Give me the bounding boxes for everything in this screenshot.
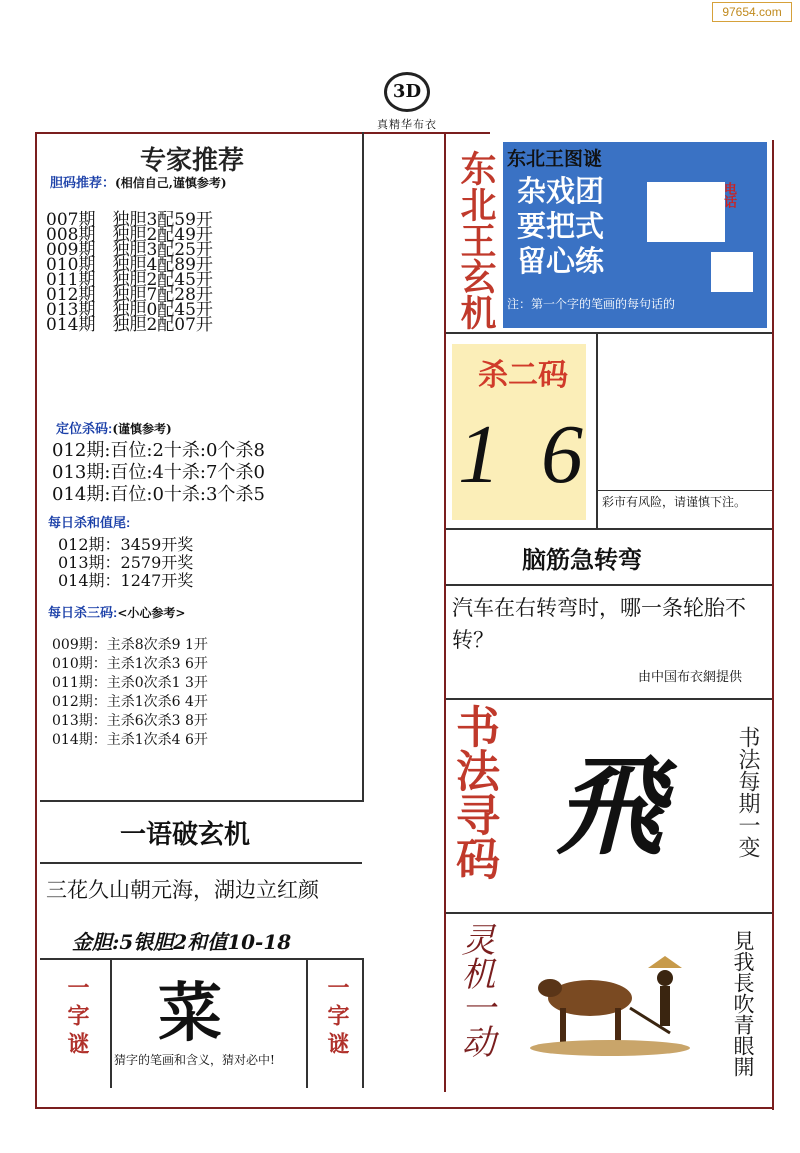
list-item: 007期 独胆3配59开 <box>46 210 213 230</box>
divider <box>40 862 362 864</box>
poem-line: 要把式 <box>517 209 605 243</box>
dan-list <box>46 210 356 335</box>
divider <box>446 332 772 334</box>
list-item: 012期:百位:2十杀:0个杀8 <box>52 440 265 461</box>
divider <box>40 958 362 960</box>
list-item: 013期：2579开奖 <box>58 553 194 572</box>
dbw-vertical: 东北王玄机 <box>455 150 497 330</box>
list-item: 012期：3459开奖 <box>58 535 194 554</box>
zimi-note: 猜字的笔画和含义，猜对必中! <box>114 1053 275 1067</box>
sum-label: 每日杀和值尾: <box>48 515 131 530</box>
dbw-poem <box>517 174 604 279</box>
yiyu-title: 一语破玄机 <box>120 820 251 850</box>
frame-top <box>35 132 490 134</box>
list-item: 013期 独胆0配45开 <box>46 300 213 320</box>
zimi-char: 菜 <box>158 976 222 1051</box>
divider <box>306 958 308 1088</box>
divider <box>444 132 446 1092</box>
kill-label: 定位杀码: <box>56 421 113 436</box>
list-item: 009期：主杀8次杀9 1开 <box>52 637 208 653</box>
list-item: 009期 独胆3配25开 <box>46 240 213 260</box>
frame-bottom <box>35 1107 774 1109</box>
divider <box>446 584 772 586</box>
logo-caption: 真精华布衣 <box>377 118 437 131</box>
divider <box>110 958 112 1088</box>
three-header <box>48 602 185 621</box>
dbw-phone: 电话 <box>721 182 736 208</box>
shufa-char: 飛 <box>556 744 665 870</box>
logo <box>352 66 462 130</box>
zimi-right: 一字谜 <box>324 976 350 1060</box>
farmer-ox-illustration <box>520 938 700 1068</box>
riddle-text: 汽车在右转弯时，哪一条轮胎不转？ <box>452 596 746 652</box>
dan-header <box>50 172 227 191</box>
list-item: 012期：主杀1次杀6 4开 <box>52 694 208 710</box>
dbw-note: 注：第一个字的笔画的每句话的 <box>507 297 676 311</box>
list-item: 010期：主杀1次杀3 6开 <box>52 656 208 672</box>
list-item: 011期 独胆2配45开 <box>46 270 213 290</box>
list-item: 012期 独胆7配28开 <box>46 285 213 305</box>
divider <box>40 800 362 802</box>
kill-note: (谨慎参考) <box>112 422 172 436</box>
zimi-left: 一字谜 <box>64 976 90 1060</box>
logo-mark: 3D <box>384 72 430 112</box>
list-item: 013期：主杀6次杀3 8开 <box>52 713 208 729</box>
dbw-picture <box>503 142 767 328</box>
poem-line: 杂戏团 <box>517 174 605 208</box>
list-item: 014期:百位:0十杀:3个杀5 <box>52 484 265 505</box>
frame-right <box>772 140 774 1110</box>
sha-nums: 1 6 <box>458 408 593 501</box>
list-item: 014期：主杀1次杀4 6开 <box>52 732 208 748</box>
jiji-vertical: 灵机一动 <box>455 922 495 1058</box>
dan-note: (相信自己,谨慎参考) <box>115 176 227 190</box>
list-item: 013期:百位:4十杀:7个杀0 <box>52 462 265 483</box>
risk-note: 彩市有风险，请谨慎下注。 <box>602 495 747 509</box>
poem-line: 留心练 <box>517 244 605 278</box>
list-item: 010期 独胆4配89开 <box>46 255 213 275</box>
jiji-side: 見我長吹青眼開 <box>731 930 755 1077</box>
three-label: 每日杀三码: <box>48 605 118 620</box>
sha-title: 杀二码 <box>478 358 568 393</box>
gold-line: 金胆:5银胆2和值10-18 <box>72 930 292 954</box>
white-patch <box>647 182 725 242</box>
divider <box>598 490 772 491</box>
riddle-source: 由中国布衣網提供 <box>638 670 743 685</box>
divider <box>362 132 364 802</box>
yiyu-text: 三花久山朝元海，湖边立红颜 <box>46 878 319 902</box>
dbw-header: 东北王图谜 <box>507 148 603 170</box>
site-badge[interactable]: 97654.com <box>712 2 792 22</box>
shufa-vertical: 书法寻码 <box>448 704 499 880</box>
list-item: 014期：1247开奖 <box>58 571 194 590</box>
list-item: 008期 独胆2配49开 <box>46 225 213 245</box>
list-item: 014期 独胆2配07开 <box>46 315 213 335</box>
list-item: 011期：主杀0次杀1 3开 <box>52 675 208 691</box>
three-note: <小心参考> <box>117 606 186 620</box>
white-patch <box>711 252 753 292</box>
kill-list <box>52 440 357 506</box>
sum-list <box>58 536 348 590</box>
divider <box>362 958 364 1088</box>
divider <box>596 334 598 528</box>
shufa-side: 书法每期一变 <box>735 726 760 858</box>
riddle-title: 脑筋急转弯 <box>522 545 642 574</box>
divider <box>446 528 772 530</box>
kill-header <box>56 418 172 437</box>
dan-label: 胆码推荐： <box>50 175 116 190</box>
divider <box>446 698 772 700</box>
frame-left <box>35 132 37 1107</box>
section-title: 专家推荐 <box>140 146 245 176</box>
divider <box>446 912 772 914</box>
three-list <box>52 636 352 750</box>
